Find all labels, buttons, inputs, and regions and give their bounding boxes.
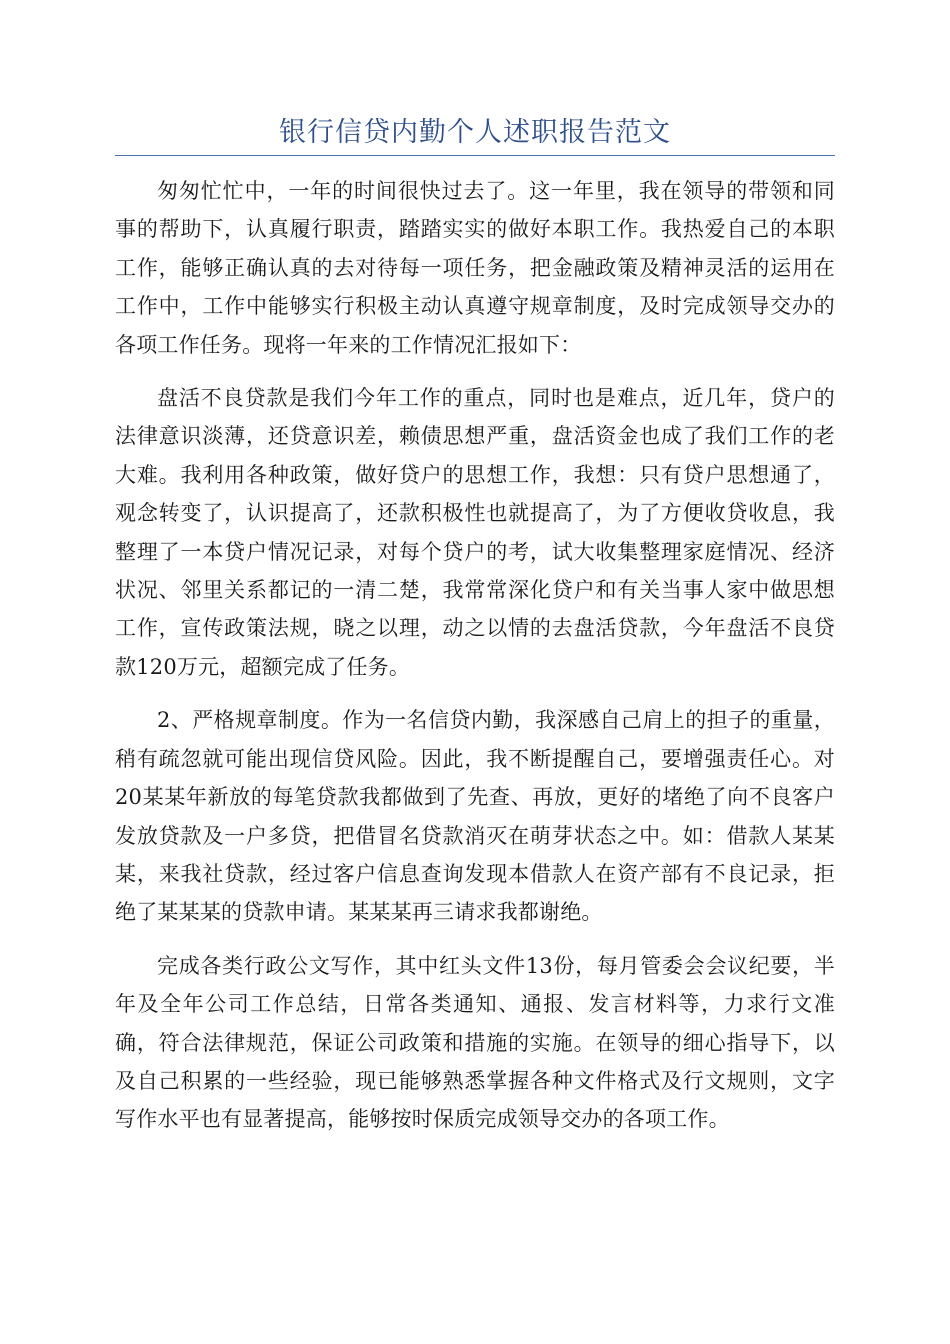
page-title: 银行信贷内勤个人述职报告范文: [279, 117, 671, 148]
paragraph-bad-loans: 盘活不良贷款是我们今年工作的重点，同时也是难点，近几年，贷户的法律意识淡薄，还贷意识差，赖债思想严重，盘活资金也成了我们工作的老大难。我利用各种政策，做好贷户的思想工作，我想：只有贷户思想通了，观念转变了，认识提高了，还款积极性也就提高了，为了方便收贷收息，我整理了一本贷户情况记录，对每个贷户的考，试大收集整理家庭情况、经济状况、邻里关系都记的一清二楚，我常常深化贷户和有关当事人家中做思想工作，宣传政策法规，晓之以理，动之以情的去盘活贷款，今年盘活不良贷款120万元，超额完成了任务。: [115, 386, 835, 679]
paragraph-documents: 完成各类行政公文写作，其中红头文件13份，每月管委会会议纪要，半年及全年公司工作总结，日常各类通知、通报、发言材料等，力求行文准确，符合法律规范，保证公司政策和措施的实施。在领导的细心指导下，以及自己积累的一些经验，现已能够熟悉掌握各种文件格式及行文规则，文字写作水平也有显著提高，能够按时保质完成领导交办的各项工作。: [115, 953, 835, 1132]
paragraph-regulations: 2、严格规章制度。作为一名信贷内勤，我深感自己肩上的担子的重量，稍有疏忽就可能出现信贷风险。因此，我不断提醒自己，要增强责任心。对20某某年新放的每笔贷款我都做到了先查、再放，更好的堵绝了向不良客户发放贷款及一户多贷，把借冒名贷款消灭在萌芽状态之中。如：借款人某某某，来我社贷款，经过客户信息查询发现本借款人在资产部有不良记录，拒绝了某某某的贷款申请。某某某再三请求我都谢绝。: [115, 708, 835, 925]
title-underline: [115, 155, 835, 156]
paragraph-intro: 匆匆忙忙中，一年的时间很快过去了。这一年里，我在领导的带领和同事的帮助下，认真履行职责，踏踏实实的做好本职工作。我热爱自己的本职工作，能够正确认真的去对待每一项任务，把金融政策及精神灵活的运用在工作中，工作中能够实行积极主动认真遵守规章制度，及时完成领导交办的各项工作任务。现将一年来的工作情况汇报如下：: [115, 179, 835, 357]
document-body: [115, 172, 835, 1154]
